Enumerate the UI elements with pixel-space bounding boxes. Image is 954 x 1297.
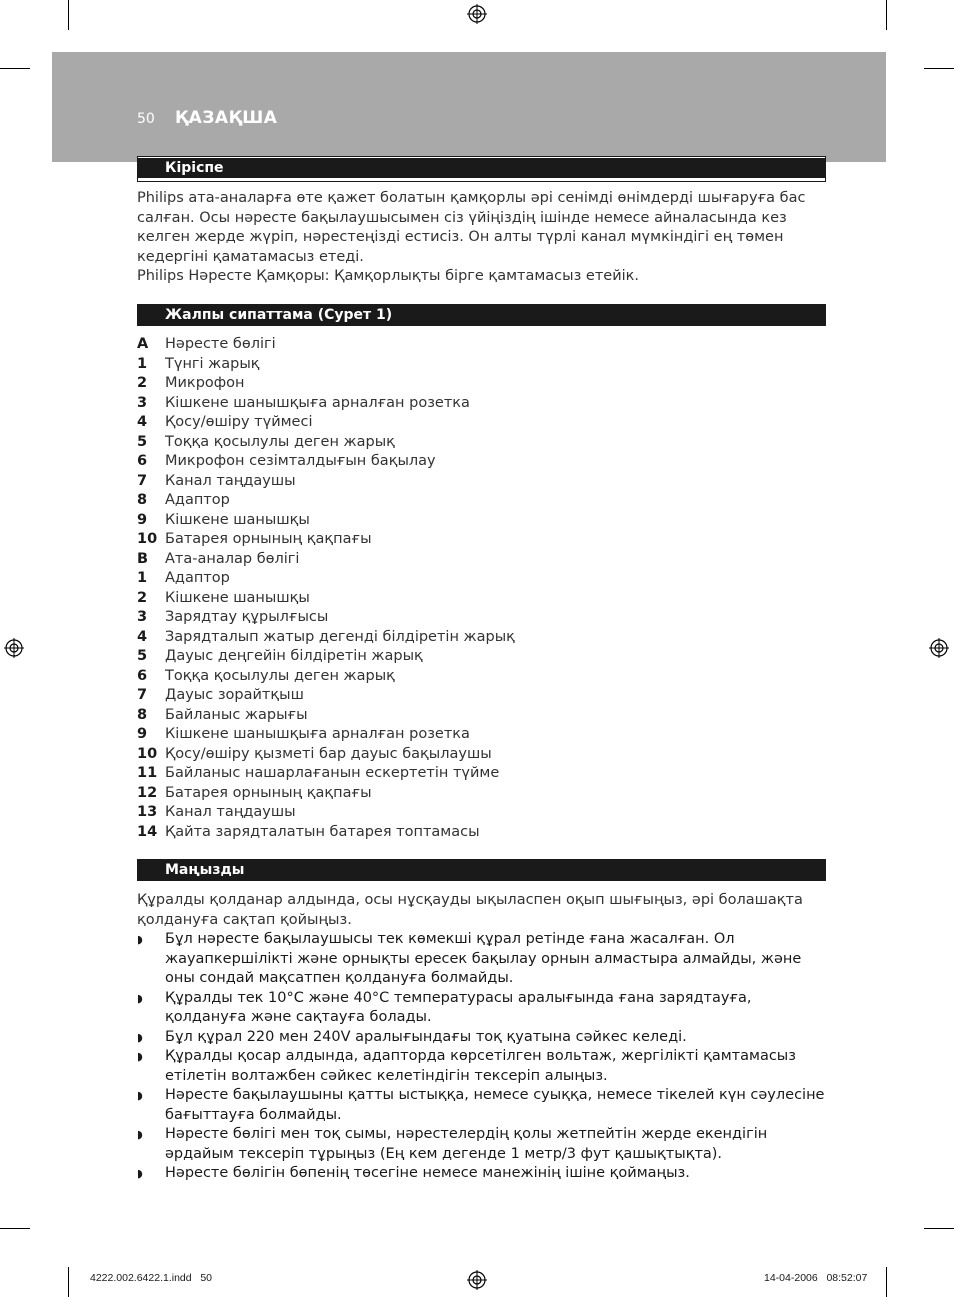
part-list-item: [137, 725, 817, 745]
part-label: Адаптор: [165, 570, 230, 586]
part-key: 10: [137, 531, 158, 547]
part-label: Дауыс деңгейін білдіретін жарық: [165, 648, 423, 664]
part-list-item: [137, 784, 817, 804]
warning-list-item: [137, 1086, 825, 1125]
part-label: Зарядталып жатыр дегенді білдіретін жарық: [165, 628, 515, 645]
part-list-item: [137, 686, 817, 706]
warning-list-item: [137, 930, 825, 989]
part-list-item: [137, 335, 817, 355]
page-number: 50: [137, 111, 155, 127]
bullet-icon: ◗: [137, 991, 143, 1005]
part-label: Тоққа қосылулы деген жарық: [165, 433, 395, 450]
part-label: Кішкене шанышқыға арналған розетка: [165, 394, 470, 411]
bullet-icon: ◗: [137, 1030, 143, 1044]
part-label: Канал таңдаушы: [165, 804, 296, 820]
part-key: 14: [137, 823, 158, 840]
warning-text: Нәресте бөлігін бөпенің төсегіне немесе манежінің ішіне қоймаңыз.: [165, 1165, 690, 1181]
intro-paragraph: Philips ата-аналарға өте қажет болатын қамқорлы әрі сенімді өнімдерді шығаруға бас салған. Осы нәресте бақылаушысымен сіз үйіңіздің ішінде немесе айналасында кез келген жерде жүріп, нәрестеңізді естисіз. Он алты түрлі канал мүмкіндігі ең төмен кедергіні қаматамасыз етеді.: [137, 190, 806, 265]
part-list-item: [137, 667, 817, 687]
part-label: Батарея орнының қақпағы: [165, 531, 372, 547]
intro-text: [137, 189, 817, 287]
part-label: Қосу/өшіру түймесі: [165, 414, 313, 430]
part-label: Түнгі жарық: [165, 355, 260, 372]
part-key: 5: [137, 433, 148, 450]
part-list-item: [137, 764, 817, 784]
part-list-item: [137, 433, 817, 453]
part-key: 10: [137, 745, 158, 762]
part-list-item: [137, 472, 817, 492]
section-header-important: Маңызды: [137, 859, 826, 881]
part-label: Зарядтау құрылғысы: [165, 609, 329, 625]
warning-text: Құралды тек 10°C және 40°C температурасы аралығында ғана зарядтауға, қолдануға және сақтауға болады.: [165, 989, 752, 1025]
part-list-item: [137, 589, 817, 609]
part-key: 5: [137, 648, 148, 664]
part-label: Кішкене шанышқыға арналған розетка: [165, 726, 470, 742]
part-list-item: [137, 628, 817, 648]
part-key: 4: [137, 628, 148, 645]
part-list-item: [137, 647, 817, 667]
part-list-item: [137, 823, 817, 843]
part-list-item: [137, 803, 817, 823]
part-label: Қосу/өшіру қызметі бар дауыс бақылаушы: [165, 745, 492, 762]
part-label: Батарея орнының қақпағы: [165, 784, 372, 801]
warning-text: Құралды қосар алдында, адаптордa көрсетілген вольтаж, жергілікті қамтамасыз етілетін волтажбен сәйкес келетіндігін тексеріп алыңыз.: [165, 1048, 796, 1084]
bullet-icon: ◗: [137, 1050, 143, 1063]
part-list-item: [137, 355, 817, 375]
warning-list-item: [137, 1125, 825, 1164]
part-key: 1: [137, 570, 148, 586]
part-key: 12: [137, 784, 158, 801]
footer-timestamp: 14-04-2006 08:52:07: [764, 1272, 868, 1284]
warning-list-item: [137, 989, 825, 1028]
part-list-item: [137, 452, 817, 472]
part-key: 6: [137, 453, 148, 469]
crop-mark: [68, 0, 69, 30]
part-label: Адаптор: [165, 492, 230, 508]
part-key: 7: [137, 472, 148, 489]
part-key: 2: [137, 589, 148, 606]
part-label: Кішкене шанышқы: [165, 589, 310, 606]
part-list-item: [137, 530, 817, 550]
part-list-item: [137, 374, 817, 394]
part-list-item: [137, 550, 817, 570]
warning-list-item: [137, 1028, 825, 1048]
part-label: Қайта зарядталатын батарея топтамасы: [165, 823, 480, 840]
section-header-overview: Жалпы сипаттама (Сурет 1): [137, 304, 826, 326]
part-key: A: [137, 336, 149, 352]
part-label: Микрофон сезімталдығын бақылау: [165, 453, 436, 469]
part-key: 3: [137, 609, 148, 625]
bullet-icon: ◗: [137, 1167, 143, 1180]
part-list-item: [137, 706, 817, 726]
bullet-icon: ◗: [137, 933, 143, 946]
part-label: Нәресте бөлігі: [165, 336, 276, 352]
part-list-item: [137, 413, 817, 433]
warning-text: Нәресте бөлігі мен тоқ сымы, нәрестелердің қолы жетпейтін жерде екендігін әрдайым тексеріп тұрыңыз (Ең кем дегенде 1 метр/3 фут қашықтықта).: [165, 1126, 768, 1162]
header-band: [52, 52, 886, 162]
warning-text: Бұл құрал 220 мен 240V аралығындағы тоқ қуатына сәйкес келеді.: [165, 1028, 687, 1045]
intro-paragraph: Philips Нәресте Қамқоры: Қамқорлықты бірге қамтамасыз етейік.: [137, 268, 640, 284]
part-list-item: [137, 745, 817, 765]
crop-mark: [924, 68, 954, 69]
part-key: 1: [137, 355, 148, 372]
part-key: 9: [137, 726, 148, 742]
footer-file-info: 4222.002.6422.1.indd 50: [90, 1272, 213, 1284]
part-label: Дауыс зорайтқыш: [165, 687, 304, 703]
part-key: 8: [137, 706, 148, 723]
part-label: Канал таңдаушы: [165, 472, 296, 489]
part-list-item: [137, 608, 817, 628]
part-label: Байланыс нашарлағанын ескертетін түйме: [165, 765, 500, 781]
part-key: 11: [137, 765, 158, 781]
crop-mark: [0, 1228, 30, 1229]
part-list-item: [137, 491, 817, 511]
registration-mark-icon: [467, 1270, 487, 1290]
warning-text: Нәресте бақылаушыны қатты ыстыққа, немесе суыққа, немесе тікелей күн сәулесіне бағыттауға болмайды.: [165, 1087, 825, 1123]
crop-mark: [886, 1267, 887, 1297]
part-list-item: [137, 569, 817, 589]
part-key: 8: [137, 492, 148, 508]
warning-list-item: [137, 1047, 825, 1086]
part-label: Тоққа қосылулы деген жарық: [165, 667, 395, 684]
page-language-title: ҚАЗАҚША: [175, 108, 278, 128]
crop-mark: [0, 68, 30, 69]
crop-mark: [924, 1228, 954, 1229]
part-key: 3: [137, 394, 148, 411]
part-list-item: [137, 511, 817, 531]
bullet-icon: ◗: [137, 1128, 143, 1141]
part-key: 2: [137, 375, 148, 391]
part-label: Микрофон: [165, 375, 245, 391]
registration-mark-icon: [4, 638, 24, 658]
registration-mark-icon: [929, 638, 949, 658]
important-bullets: [137, 930, 825, 1184]
part-key: 7: [137, 687, 148, 703]
part-label: Ата-аналар бөлігі: [165, 550, 300, 567]
bullet-icon: ◗: [137, 1089, 143, 1102]
warning-list-item: [137, 1164, 825, 1184]
section-header-intro: Кіріспе: [137, 158, 826, 178]
part-key: 9: [137, 511, 148, 528]
part-label: Байланыс жарығы: [165, 706, 308, 723]
part-list-item: [137, 394, 817, 414]
part-label: Кішкене шанышқы: [165, 511, 310, 528]
warning-text: Бұл нәресте бақылаушысы тек көмекші құрал ретінде ғана жасалған. Ол жауапкершілікті және орнықты ересек бақылау орнын алмастыра алмайды, және оны сондай мақсатпен қолдануға болмайды.: [165, 931, 802, 986]
crop-mark: [886, 0, 887, 30]
part-key: 13: [137, 804, 158, 820]
parts-list: [137, 335, 817, 842]
part-key: 4: [137, 414, 148, 430]
registration-mark-icon: [467, 4, 487, 24]
part-key: 6: [137, 667, 148, 684]
important-intro: Құралды қолданар алдында, осы нұсқауды ықыласпен оқып шығыңыз, әрі болашақта қолдануға сақтап қойыңыз.: [137, 892, 803, 928]
part-key: B: [137, 550, 149, 567]
crop-mark: [68, 1267, 69, 1297]
